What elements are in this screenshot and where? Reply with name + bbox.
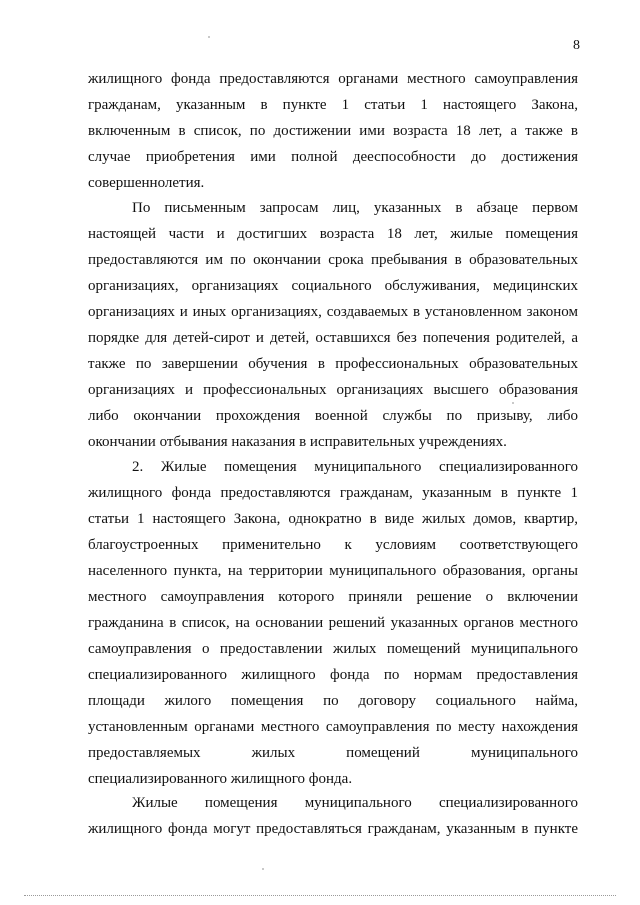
- page-number: 8: [573, 38, 580, 53]
- paragraph-1: [88, 66, 578, 196]
- scan-speck: [208, 36, 210, 38]
- text-line: либо окончании прохождения военной службы по призыву, либо: [88, 408, 578, 424]
- text-line: жилищного фонда могут предоставляться гражданам, указанным в пункте: [88, 821, 578, 837]
- scan-speck: [512, 402, 514, 404]
- text-line: специализированного жилищного фонда по нормам предоставления: [88, 667, 578, 683]
- text-line: 2. Жилые помещения муниципального специализированного: [132, 459, 578, 475]
- text-line: порядке для детей-сирот и детей, оставшихся без попечения родителей, а: [88, 330, 578, 346]
- text-line: жилищного фонда предоставляются органами местного самоуправления: [88, 71, 578, 87]
- text-line: населенного пункта, на территории муниципального образования, органы: [88, 563, 578, 579]
- paragraph-2: [88, 195, 578, 455]
- text-line: организациях, организациях социального обслуживания, медицинских: [88, 278, 578, 294]
- text-line: окончании отбывания наказания в исправительных учреждениях.: [88, 434, 507, 450]
- scan-speck: [262, 868, 264, 870]
- paragraph-4: [88, 790, 578, 842]
- text-line: статьи 1 настоящего Закона, однократно в виде жилых домов, квартир,: [88, 511, 578, 527]
- text-line: По письменным запросам лиц, указанных в абзаце первом: [132, 200, 578, 216]
- text-line: благоустроенных применительно к условиям соответствующего: [88, 537, 578, 553]
- paragraph-3: [88, 454, 578, 792]
- text-line: специализированного жилищного фонда.: [88, 771, 353, 787]
- text-line: случае приобретения ими полной дееспособности до достижения: [88, 149, 578, 165]
- text-line: предоставляемых жилых помещений муниципального: [88, 745, 578, 761]
- text-line: установленным органами местного самоуправления по месту нахождения: [88, 719, 578, 735]
- text-line: гражданина в список, на основании решений указанных органов местного: [88, 615, 578, 631]
- text-line: настоящей части и достигших возраста 18 лет, жилые помещения: [88, 226, 578, 242]
- text-line: также по завершении обучения в профессиональных образовательных: [88, 356, 578, 372]
- text-line: местного самоуправления которого приняли решение о включении: [88, 589, 578, 605]
- page-bottom-edge: [24, 895, 616, 896]
- text-line: организациях и иных организациях, создаваемых в установленном законом: [88, 304, 578, 320]
- text-line: Жилые помещения муниципального специализированного: [132, 795, 578, 811]
- text-line: гражданам, указанным в пункте 1 статьи 1 настоящего Закона,: [88, 97, 578, 113]
- text-line: предоставляются им по окончании срока пребывания в образовательных: [88, 252, 578, 268]
- text-line: включенным в список, по достижении ими возраста 18 лет, а также в: [88, 123, 578, 139]
- text-line: самоуправления о предоставлении жилых помещений муниципального: [88, 641, 578, 657]
- text-line: организациях и профессиональных организациях высшего образования: [88, 382, 578, 398]
- text-line: совершеннолетия.: [88, 175, 205, 191]
- text-line: площади жилого помещения по договору социального найма,: [88, 693, 578, 709]
- text-line: жилищного фонда предоставляются гражданам, указанным в пункте 1: [88, 485, 578, 501]
